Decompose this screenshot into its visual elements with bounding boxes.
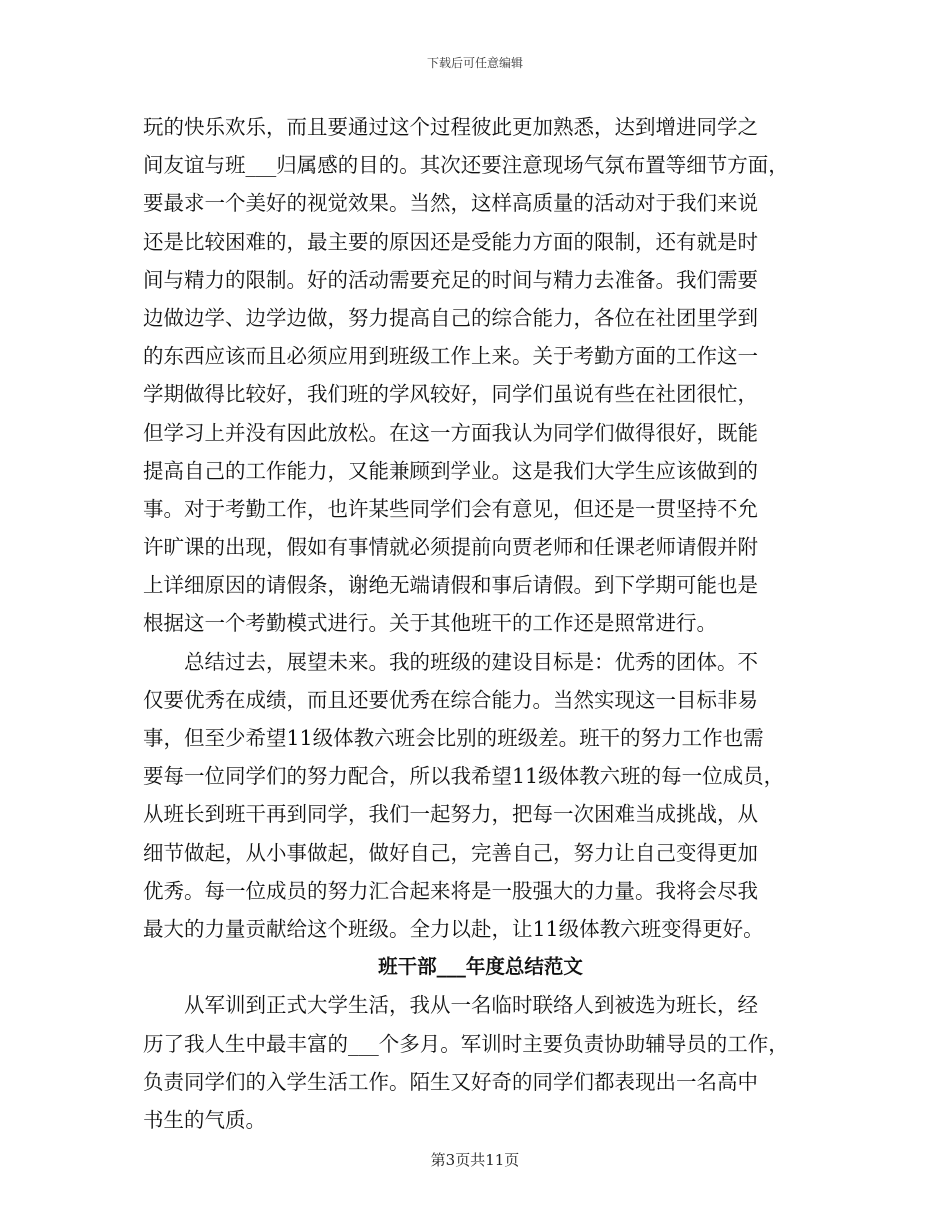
body-line: 要最求一个美好的视觉效果。当然，这样高质量的活动对于我们来说 — [143, 191, 758, 216]
body-line: 要每一位同学们的努力配合，所以我希望11级体教六班的每一位成员， — [143, 764, 785, 789]
paragraph-start-line: 从军训到正式大学生活，我从一名临时联络人到被选为班长，经 — [184, 993, 758, 1018]
body-line: 历了我人生中最丰富的___个多月。军训时主要负责协助辅导员的工作， — [143, 1031, 789, 1056]
body-line: 优秀。每一位成员的努力汇合起来将是一股强大的力量。我将会尽我 — [143, 878, 758, 903]
body-line: 的东西应该而且必须应用到班级工作上来。关于考勤方面的工作这一 — [143, 344, 758, 369]
body-line: 事，但至少希望11级体教六班会比别的班级差。班干的努力工作也需 — [143, 726, 764, 750]
body-line: 事。对于考勤工作，也许某些同学们会有意见，但还是一贯坚持不允 — [143, 496, 758, 521]
body-line: 负责同学们的入学生活工作。陌生又好奇的同学们都表现出一名高中 — [143, 1069, 758, 1094]
body-line: 玩的快乐欢乐，而且要通过这个过程彼此更加熟悉，达到增进同学之 — [143, 115, 758, 139]
body-line: 还是比较困难的，最主要的原因还是受能力方面的限制，还有就是时 — [143, 229, 758, 254]
section-heading: 班干部___年度总结范文 — [378, 955, 583, 979]
body-line: 根据这一个考勤模式进行。关于其他班干的工作还是照常进行。 — [143, 611, 717, 636]
document-body — [143, 108, 818, 1139]
body-line: 间与精力的限制。好的活动需要充足的时间与精力去准备。我们需要 — [143, 267, 758, 292]
body-line: 学期做得比较好，我们班的学风较好，同学们虽说有些在社团很忙， — [143, 382, 758, 407]
body-line: 上详细原因的请假条，谢绝无端请假和事后请假。到下学期可能也是 — [143, 573, 758, 598]
body-line: 细节做起，从小事做起，做好自己，完善自己，努力让自己变得更加 — [143, 840, 758, 865]
body-line: 最大的力量贡献给这个班级。全力以赴，让11级体教六班变得更好。 — [143, 916, 764, 941]
page-footer: 第3页共11页 — [430, 1151, 520, 1169]
body-line: 从班长到班干再到同学，我们一起努力，把每一次困难当成挑战，从 — [143, 802, 758, 827]
body-line: 仅要优秀在成绩，而且还要优秀在综合能力。当然实现这一目标非易 — [143, 687, 758, 712]
body-line: 边做边学、边学边做，努力提高自己的综合能力，各位在社团里学到 — [143, 305, 758, 330]
body-line: 间友谊与班___归属感的目的。其次还要注意现场气氛布置等细节方面， — [143, 153, 789, 178]
body-line: 书生的气质。 — [143, 1107, 266, 1132]
body-line: 提高自己的工作能力，又能兼顾到学业。这是我们大学生应该做到的 — [143, 458, 758, 483]
body-line: 但学习上并没有因此放松。在这一方面我认为同学们做得很好，既能 — [143, 420, 758, 445]
paragraph-start-line: 总结过去，展望未来。我的班级的建设目标是：优秀的团体。不 — [184, 649, 758, 674]
page-header: 下载后可任意编辑 — [426, 56, 523, 70]
body-line: 许旷课的出现，假如有事情就必须提前向贾老师和任课老师请假并附 — [143, 535, 758, 560]
